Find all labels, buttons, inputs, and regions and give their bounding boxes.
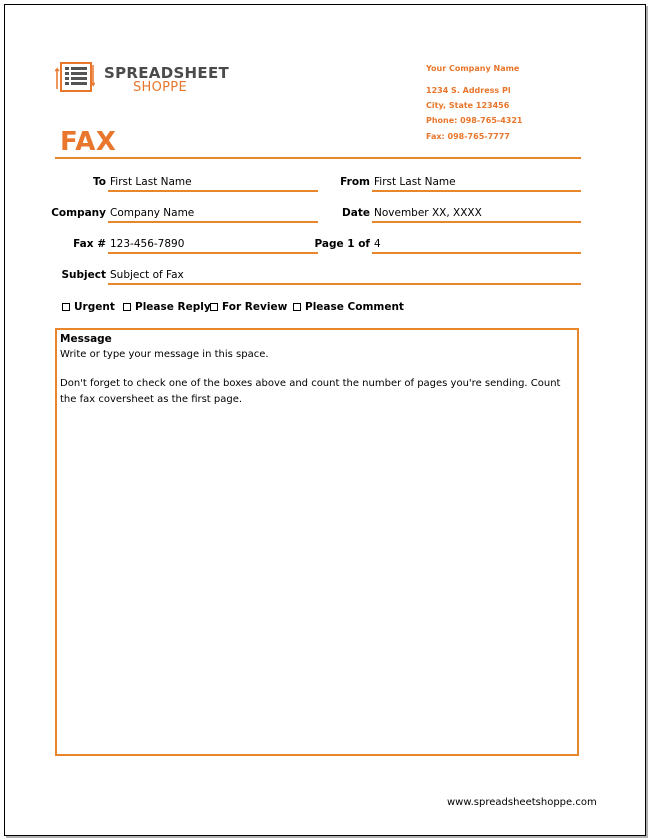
company-city: City, State 123456	[426, 101, 510, 110]
company-label: Company	[51, 207, 106, 219]
please-reply-checkbox[interactable]	[123, 301, 211, 313]
message-spacer	[60, 363, 574, 376]
message-line-1[interactable]: Write or type your message in this space.	[60, 349, 269, 360]
to-underline	[108, 190, 318, 192]
date-label: Date	[342, 207, 370, 219]
fax-number-label: Fax #	[73, 238, 106, 250]
spreadsheet-logo-icon	[55, 59, 95, 95]
brand-name-line2: SHOPPE	[133, 80, 187, 95]
checkbox-label: Please Reply	[135, 301, 211, 313]
footer-website: www.spreadsheetshoppe.com	[447, 797, 597, 808]
page-count-field[interactable]: 4	[374, 238, 381, 250]
page-title: FAX	[60, 127, 117, 157]
fax-number-field[interactable]: 123-456-7890	[110, 238, 185, 250]
checkbox-square-icon[interactable]	[62, 303, 70, 311]
checkbox-label: For Review	[222, 301, 288, 313]
checkbox-square-icon[interactable]	[293, 303, 301, 311]
title-divider	[55, 157, 581, 159]
from-field[interactable]: First Last Name	[374, 176, 456, 188]
company-address: 1234 S. Address Pl	[426, 86, 511, 95]
company-underline	[108, 221, 318, 223]
company-fax: Fax: 098-765-7777	[426, 132, 510, 141]
company-name: Your Company Name	[426, 64, 520, 73]
urgent-checkbox[interactable]	[62, 301, 115, 313]
subject-underline	[108, 283, 581, 285]
subject-label: Subject	[61, 269, 106, 281]
from-label: From	[340, 176, 370, 188]
brand-name-line1: SPREADSHEET	[104, 64, 230, 82]
page-count-underline	[372, 252, 581, 254]
checkbox-label: Please Comment	[305, 301, 404, 313]
checkbox-label: Urgent	[74, 301, 115, 313]
please-comment-checkbox[interactable]	[293, 301, 404, 313]
for-review-checkbox[interactable]	[210, 301, 287, 313]
company-field[interactable]: Company Name	[110, 207, 195, 219]
checkbox-square-icon[interactable]	[210, 303, 218, 311]
to-field[interactable]: First Last Name	[110, 176, 192, 188]
date-underline	[372, 221, 581, 223]
subject-field[interactable]: Subject of Fax	[110, 269, 184, 281]
from-underline	[372, 190, 581, 192]
to-label: To	[93, 176, 106, 188]
message-title: Message	[60, 333, 112, 345]
checkbox-square-icon[interactable]	[123, 303, 131, 311]
message-box[interactable]	[55, 328, 579, 756]
company-phone: Phone: 098-765-4321	[426, 116, 523, 125]
message-line-2[interactable]: Don't forget to check one of the boxes above and count the number of pages you're sending. Count the fax coversheet as the first page.	[60, 378, 561, 405]
date-field[interactable]: November XX, XXXX	[374, 207, 482, 219]
page-count-label: Page 1 of	[314, 238, 370, 250]
fax-number-underline	[108, 252, 318, 254]
